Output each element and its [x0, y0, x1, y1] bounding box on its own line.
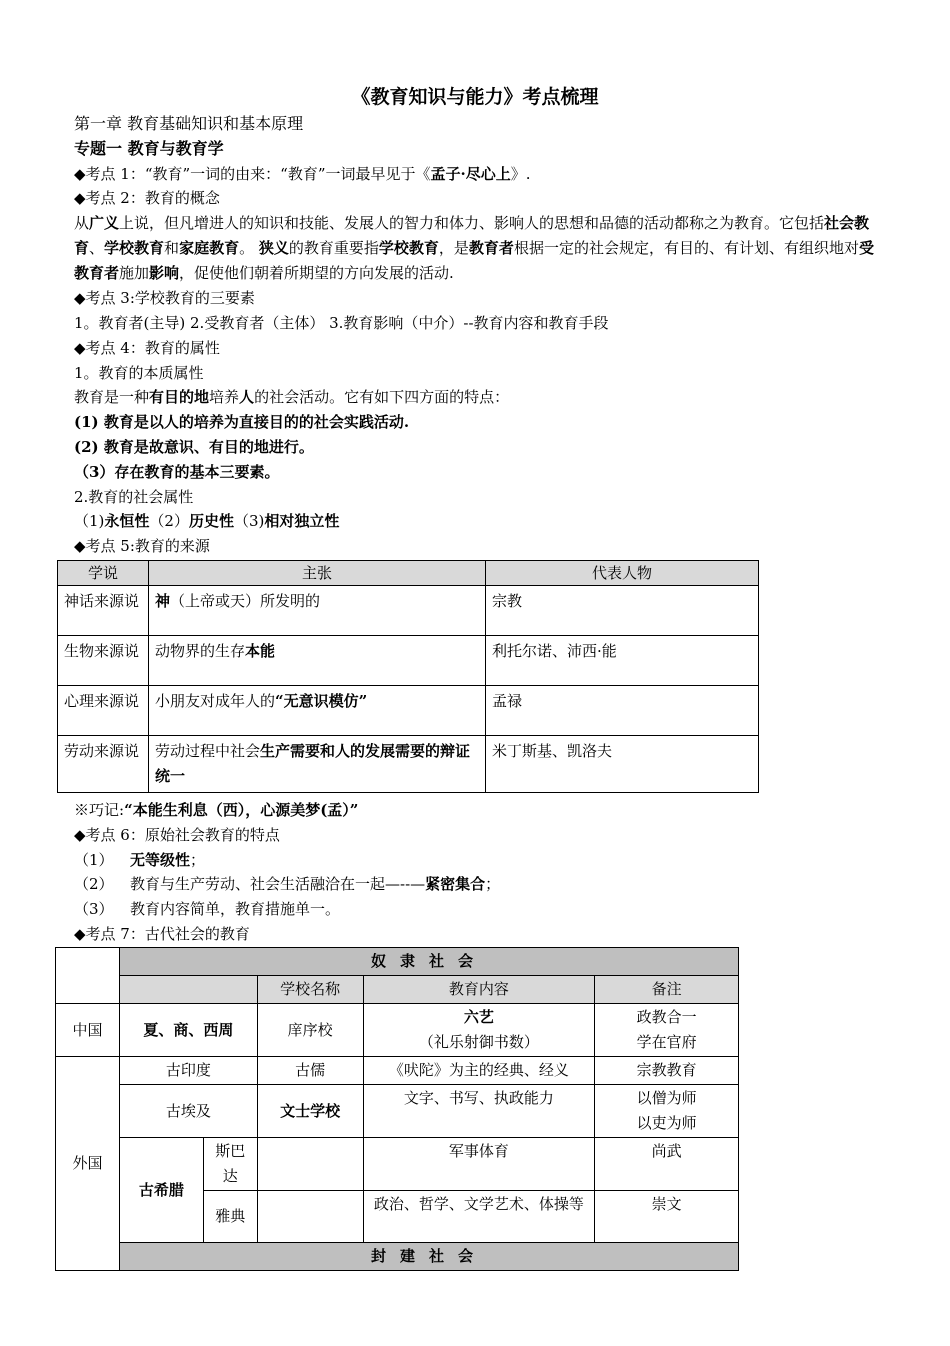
txt: 劳动过程中社会 [155, 742, 261, 760]
txt: 动物界的生存 [155, 642, 246, 660]
table-row [58, 586, 759, 636]
point-4-item-1: (1) 教育是以人的培养为直接目的的社会实践活动. [74, 413, 410, 432]
txt: 的社会活动。它有如下四方面的特点： [254, 388, 510, 407]
athens-content: 政治、哲学、文学艺术、体操等 [363, 1191, 595, 1243]
egypt-cell: 古埃及 [119, 1085, 257, 1138]
point-1-text-a: ◆考点 1：“教育”一词的由来：“教育”一词最早见于《 [74, 164, 431, 183]
india-note: 宗教教育 [595, 1057, 739, 1085]
txt: ，促使他们朝着所期望的方向发展的活动. [179, 264, 454, 283]
table-row [56, 1085, 739, 1138]
claim-cell [149, 686, 486, 736]
greece-cell: 古希腊 [119, 1138, 203, 1243]
header-school: 学校名称 [257, 976, 363, 1004]
india-school: 古儒 [257, 1057, 363, 1085]
txt: （1) [74, 512, 105, 531]
point-4-desc [74, 385, 884, 410]
txt-bold: 历史性 [188, 512, 234, 531]
txt-bold: 相对独立性 [264, 512, 340, 531]
topic-heading: 专题一 教育与教育学 [74, 138, 224, 158]
point-1 [74, 162, 884, 187]
china-cell: 中国 [56, 1004, 120, 1057]
people-cell: 孟禄 [486, 686, 759, 736]
txt-bold: 六艺 [463, 1008, 494, 1026]
ancient-education-table [55, 947, 739, 1271]
txt-bold: 无等级性 [130, 850, 191, 869]
txt-bold: 生产需要和人的发展需要的辩证统一 [155, 742, 471, 785]
txt: 根据一定的社会规定，有目的、有计划、有组织地对 [513, 239, 859, 258]
table-row [58, 686, 759, 736]
sparta-note: 尚武 [595, 1138, 739, 1191]
point-2-paragraph [74, 211, 884, 286]
people-cell: 米丁斯基、凯洛夫 [486, 736, 759, 793]
txt-bold: 人 [239, 388, 255, 407]
txt: 培养 [209, 388, 240, 407]
txt-bold: 本能 [245, 642, 276, 660]
origin-table [57, 560, 759, 793]
table-header-row [58, 561, 759, 586]
theory-cell: 生物来源说 [58, 636, 149, 686]
point-3-line: 1。教育者(主导) 2.受教育者（主体） 3.教育影响（中介）--教育内容和教育手段 [74, 313, 609, 332]
point-4-subheading-1: 1。教育的本质属性 [74, 363, 204, 382]
sparta-cell: 斯巴达 [203, 1138, 257, 1191]
china-content [363, 1004, 595, 1057]
foreign-cell: 外国 [56, 1057, 120, 1271]
table-row [56, 948, 739, 976]
txt: （3） [74, 900, 114, 919]
txt-bold: 神 [155, 592, 171, 610]
point-1-book: 孟子·尽心上 [430, 164, 511, 183]
txt: 的教育重要指 [288, 239, 379, 258]
claim-cell [149, 736, 486, 793]
china-note [595, 1004, 739, 1057]
india-cell: 古印度 [119, 1057, 257, 1085]
txt: 。 [239, 239, 259, 258]
table-row [58, 636, 759, 686]
txt: 以吏为师 [636, 1114, 697, 1132]
txt: 学在官府 [636, 1033, 697, 1051]
txt: 上说，但凡增进人的知识和技能、发展人的智力和体力、影响人的思想和品德的活动都称之为教育。它包括 [119, 214, 825, 233]
sparta-school [257, 1138, 363, 1191]
athens-school [257, 1191, 363, 1243]
header-theory: 学说 [58, 561, 149, 586]
point-4-social-items [74, 509, 884, 534]
txt-bold: 家庭教育 [179, 239, 240, 258]
table-row [56, 976, 739, 1004]
txt-bold: 受教育者 [74, 239, 874, 283]
athens-cell: 雅典 [203, 1191, 257, 1243]
txt: ； [190, 850, 206, 869]
table-row [56, 1243, 739, 1271]
table-row [56, 1004, 739, 1057]
txt: （1） [74, 850, 114, 869]
txt-bold: 狭义 [258, 239, 289, 258]
txt-bold: “本能生利息（西），心源美梦(孟）” [124, 801, 359, 819]
txt: 从 [74, 214, 90, 233]
point-6-item-2 [74, 872, 884, 897]
txt: 教育与生产劳动、社会生活融洽在一起—--— [130, 875, 426, 894]
claim-cell [149, 586, 486, 636]
txt-bold: 教育者 [468, 239, 514, 258]
txt: （礼乐射御书数） [418, 1033, 539, 1051]
table-row [58, 736, 759, 793]
txt: （上帝或天）所发明的 [170, 592, 321, 610]
sparta-content: 军事体育 [363, 1138, 595, 1191]
blank-header [119, 976, 257, 1004]
txt: ，是 [438, 239, 469, 258]
txt-bold: 社会教育 [74, 214, 870, 258]
corner-cell [56, 948, 120, 1004]
txt-bold: 影响 [149, 264, 180, 283]
feudal-society-header: 封建社会 [119, 1243, 738, 1271]
china-school: 庠序校 [257, 1004, 363, 1057]
egypt-note [595, 1085, 739, 1138]
txt: （2） [74, 875, 114, 894]
egypt-school: 文士学校 [257, 1085, 363, 1138]
point-1-text-c: 》. [510, 164, 531, 183]
people-cell: 宗教 [486, 586, 759, 636]
point-6-heading: ◆考点 6：原始社会教育的特点 [74, 825, 280, 844]
txt: 和 [164, 239, 180, 258]
point-3-heading: ◆考点 3:学校教育的三要素 [74, 289, 255, 308]
header-content: 教育内容 [363, 976, 595, 1004]
table-row [56, 1057, 739, 1085]
txt-bold: “无意识模仿” [275, 692, 368, 710]
egypt-content: 文字、书写、执政能力 [363, 1085, 595, 1138]
theory-cell: 神话来源说 [58, 586, 149, 636]
txt-bold: 紧密集合 [425, 875, 486, 894]
txt: ； [485, 875, 501, 894]
txt: 教育内容简单，教育措施单一。 [130, 900, 341, 919]
point-4-subheading-2: 2.教育的社会属性 [74, 487, 194, 506]
india-content: 《吠陀》为主的经典、经义 [363, 1057, 595, 1085]
txt: 、 [89, 239, 105, 258]
txt-bold: 学校教育 [378, 239, 439, 258]
point-4-heading: ◆考点 4：教育的属性 [74, 338, 220, 357]
theory-cell: 劳动来源说 [58, 736, 149, 793]
page-body-2 [74, 798, 884, 947]
header-people: 代表人物 [486, 561, 759, 586]
people-cell: 利托尔诺、沛西·能 [486, 636, 759, 686]
txt-bold: 学校教育 [104, 239, 165, 258]
txt-bold: 永恒性 [104, 512, 150, 531]
point-6-item-3 [74, 897, 884, 922]
header-note: 备注 [595, 976, 739, 1004]
txt: （3) [233, 512, 265, 531]
claim-cell [149, 636, 486, 686]
point-4-item-2: (2) 教育是故意识、有目的地进行。 [74, 437, 314, 456]
txt: 施加 [119, 264, 150, 283]
txt: ※巧记: [74, 801, 125, 819]
txt: 政教合一 [636, 1008, 697, 1026]
athens-note: 崇文 [595, 1191, 739, 1243]
point-4-item-3: （3）存在教育的基本三要素。 [74, 462, 280, 481]
document-title: 《教育知识与能力》考点梳理 [351, 86, 599, 108]
mnemonic [74, 798, 884, 823]
txt-bold: 广义 [89, 214, 120, 233]
txt-bold: 有目的地 [149, 388, 210, 407]
txt: 教育是一种 [74, 388, 150, 407]
table-row [56, 1138, 739, 1191]
point-6-item-1 [74, 848, 884, 873]
point-2-heading: ◆考点 2：教育的概念 [74, 189, 220, 208]
page-body [74, 112, 884, 559]
txt: 以僧为师 [636, 1089, 697, 1107]
txt: 小朋友对成年人的 [155, 692, 276, 710]
china-dynasty: 夏、商、西周 [119, 1004, 257, 1057]
txt: （2） [149, 512, 189, 531]
point-5-heading: ◆考点 5:教育的来源 [74, 537, 210, 556]
header-claim: 主张 [149, 561, 486, 586]
chapter-heading: 第一章 教育基础知识和基本原理 [74, 114, 304, 133]
theory-cell: 心理来源说 [58, 686, 149, 736]
slave-society-header: 奴隶社会 [119, 948, 738, 976]
point-7-heading: ◆考点 7：古代社会的教育 [74, 924, 250, 943]
